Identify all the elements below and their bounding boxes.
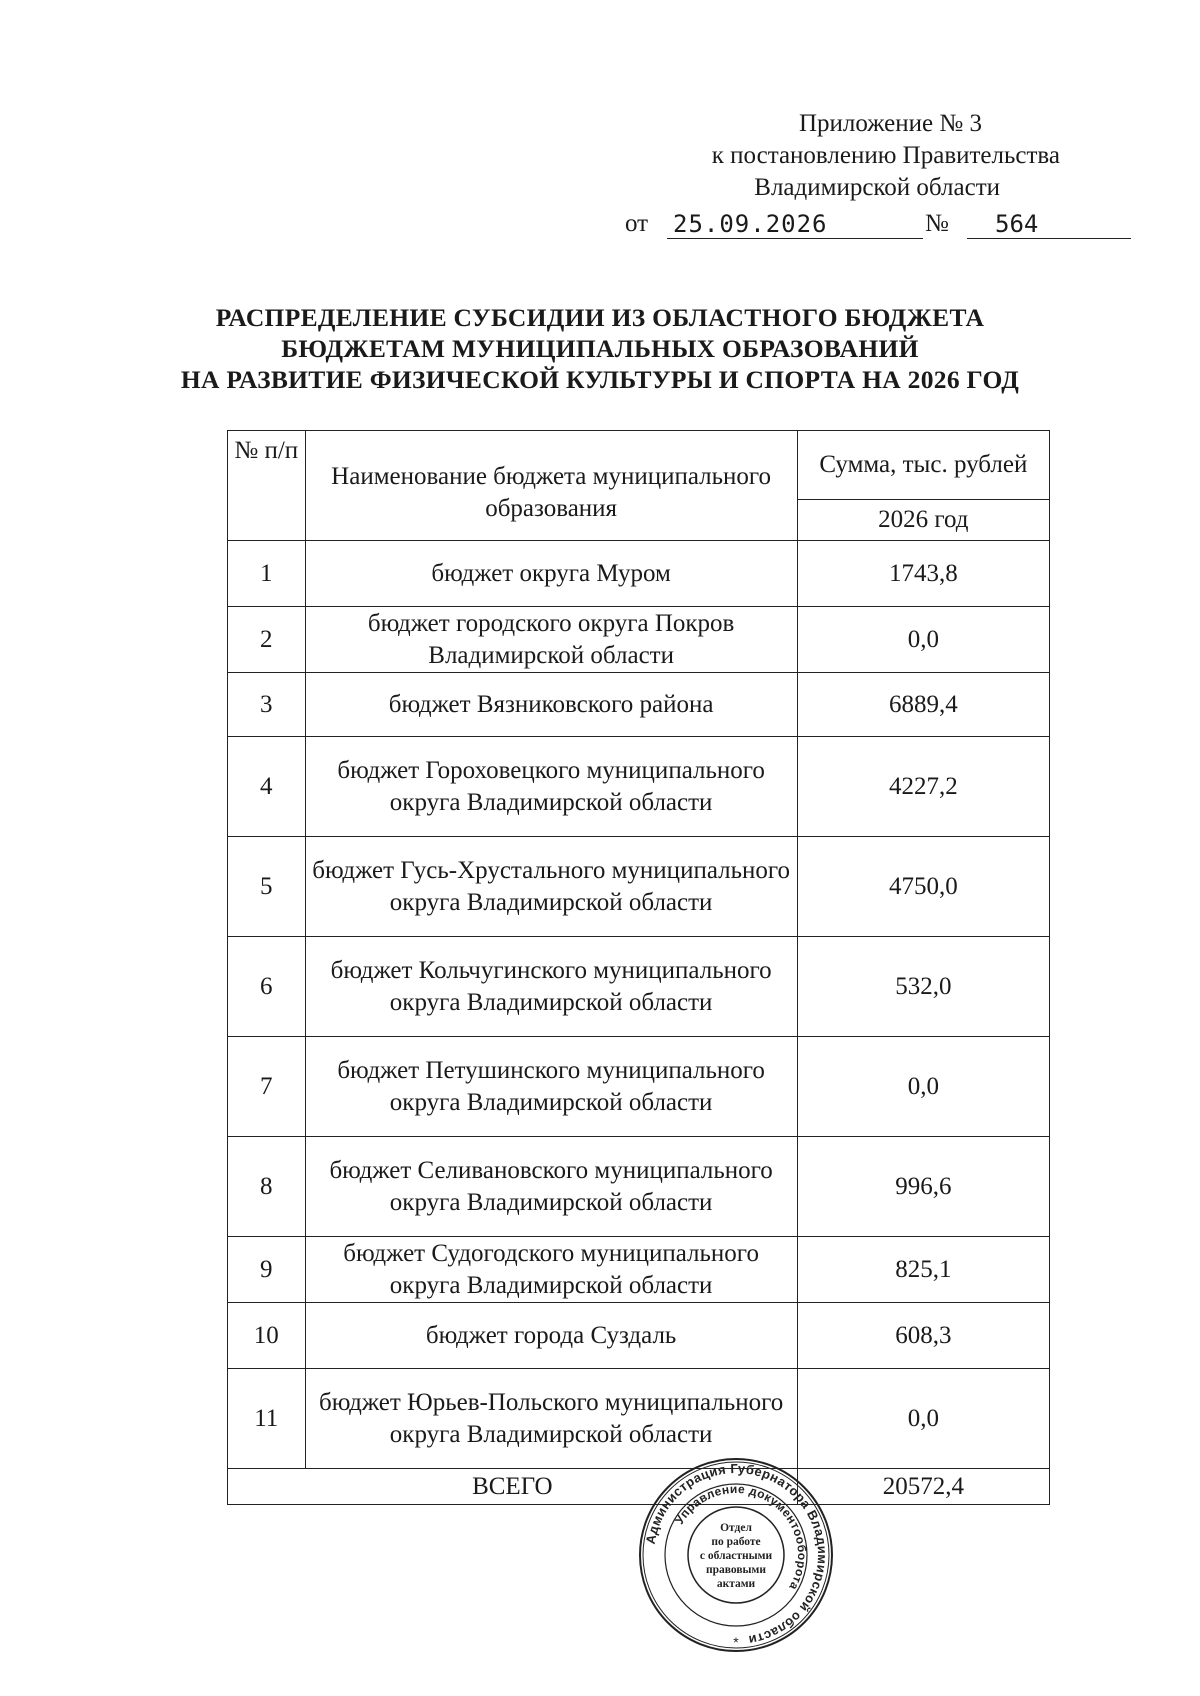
number-prefix: № <box>925 210 949 237</box>
row-num: 3 <box>228 673 306 737</box>
header-num: № п/п <box>228 431 306 541</box>
row-sum: 0,0 <box>797 607 1049 673</box>
table-row <box>228 607 1050 673</box>
annex-subtitle: к постановлению Правительства <box>711 142 1060 169</box>
row-name: бюджет Кольчугинского муниципального округа Владимирской области <box>305 937 797 1037</box>
table-row <box>228 737 1050 837</box>
row-sum: 0,0 <box>797 1369 1049 1469</box>
annex-header <box>610 108 1070 204</box>
title-line-2: БЮДЖЕТАМ МУНИЦИПАЛЬНЫХ ОБРАЗОВАНИЙ <box>281 334 919 363</box>
decree-number: 564 <box>967 210 1131 239</box>
row-num: 7 <box>228 1037 306 1137</box>
official-seal <box>636 1455 836 1655</box>
row-sum: 6889,4 <box>797 673 1049 737</box>
row-name: бюджет Селивановского муниципального округа Владимирской области <box>305 1137 797 1237</box>
table-row <box>228 673 1050 737</box>
seal-star: * <box>733 1634 739 1650</box>
seal-middle-text: Управление документооборота <box>672 1481 810 1593</box>
header-name: Наименование бюджета муниципального образования <box>305 431 797 541</box>
row-name: бюджет Вязниковского района <box>305 673 797 737</box>
row-num: 4 <box>228 737 306 837</box>
row-num: 8 <box>228 1137 306 1237</box>
row-name: бюджет города Суздаль <box>305 1303 797 1369</box>
row-name: бюджет Юрьев-Польского муниципального округа Владимирской области <box>305 1369 797 1469</box>
seal-center-text <box>700 1522 773 1590</box>
row-num: 11 <box>228 1369 306 1469</box>
row-num: 2 <box>228 607 306 673</box>
row-sum: 996,6 <box>797 1137 1049 1237</box>
row-sum: 4227,2 <box>797 737 1049 837</box>
decree-date: 25.09.2026 <box>667 210 923 239</box>
table-header <box>228 431 1050 541</box>
row-sum: 4750,0 <box>797 837 1049 937</box>
row-num: 10 <box>228 1303 306 1369</box>
seal-center-line-4: правовыми <box>705 1564 767 1576</box>
annex-date-row <box>625 206 1095 242</box>
row-sum: 1743,8 <box>797 541 1049 607</box>
date-prefix: от <box>625 210 649 237</box>
table-row <box>228 937 1050 1037</box>
row-name: бюджет городского округа Покров Владимирской области <box>305 607 797 673</box>
table-row <box>228 1369 1050 1469</box>
row-name: бюджет Петушинского муниципального округа Владимирской области <box>305 1037 797 1137</box>
annex-title: Приложение № 3 <box>798 110 982 137</box>
total-sum: 20572,4 <box>797 1469 1049 1505</box>
header-year: 2026 год <box>797 500 1049 541</box>
total-label: ВСЕГО <box>228 1469 798 1505</box>
header-sum: Сумма, тыс. рублей <box>797 431 1049 500</box>
seal-center-line-3: с областными <box>699 1550 773 1562</box>
document-title <box>100 302 1100 395</box>
row-sum: 0,0 <box>797 1037 1049 1137</box>
row-sum: 532,0 <box>797 937 1049 1037</box>
seal-center-line-5: актами <box>716 1578 756 1590</box>
row-name: бюджет округа Муром <box>305 541 797 607</box>
budget-table <box>227 430 1050 1505</box>
row-sum: 825,1 <box>797 1237 1049 1303</box>
table-row <box>228 1037 1050 1137</box>
title-line-3: НА РАЗВИТИЕ ФИЗИЧЕСКОЙ КУЛЬТУРЫ И СПОРТА НА 2026 ГОД <box>180 365 1020 394</box>
row-num: 6 <box>228 937 306 1037</box>
row-name: бюджет Гороховецкого муниципального округа Владимирской области <box>305 737 797 837</box>
table-row <box>228 1137 1050 1237</box>
table-row <box>228 837 1050 937</box>
table-body <box>228 541 1050 1505</box>
table-row <box>228 1237 1050 1303</box>
title-line-1: РАСПРЕДЕЛЕНИЕ СУБСИДИИ ИЗ ОБЛАСТНОГО БЮДЖЕТА <box>215 303 985 332</box>
row-name: бюджет Гусь-Хрустального муниципального округа Владимирской области <box>305 837 797 937</box>
annex-region: Владимирской области <box>754 174 1000 201</box>
seal-center-line-1: Отдел <box>720 1522 752 1534</box>
row-num: 5 <box>228 837 306 937</box>
row-num: 1 <box>228 541 306 607</box>
row-sum: 608,3 <box>797 1303 1049 1369</box>
row-name: бюджет Судогодского муниципального округа Владимирской области <box>305 1237 797 1303</box>
table-row <box>228 541 1050 607</box>
seal-center-line-2: по работе <box>711 1536 761 1548</box>
row-num: 9 <box>228 1237 306 1303</box>
seal-outer-text: Администрация Губернатора Владимирской области <box>642 1460 831 1649</box>
table-row <box>228 1303 1050 1369</box>
